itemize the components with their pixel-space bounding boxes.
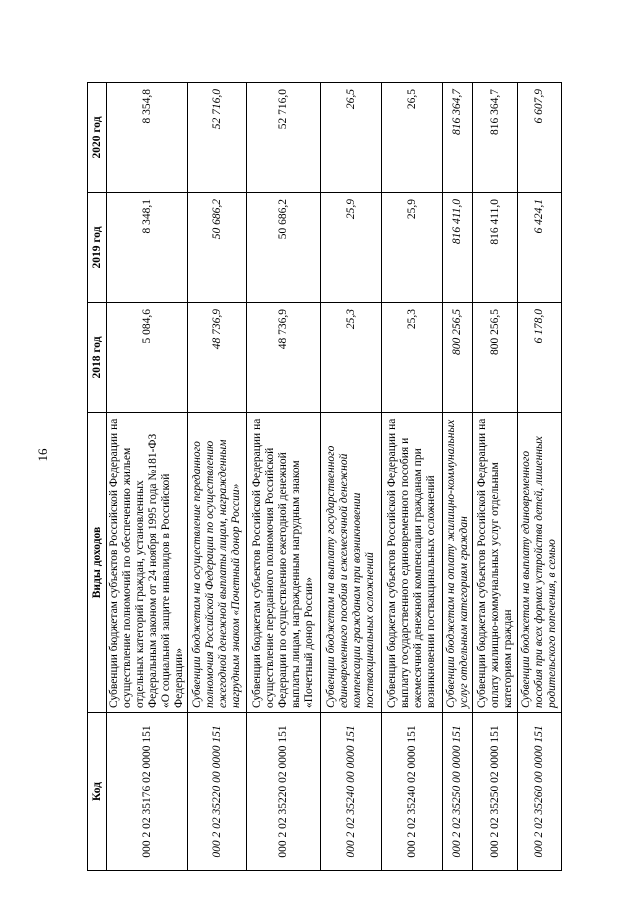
row-2018: 48 736,9 [188,303,247,413]
row-code: 000 2 02 35220 02 0000 151 [247,713,321,871]
header-2018: 2018 год [88,303,107,413]
row-name: Субвенции бюджетам субъектов Российской Федерации на осуществление переданного полномочия Российской Федерации по осуществлению ежегодной денежной выплаты лицам, награжденным нагрудным знаком «Почетный донор России» [247,413,321,713]
header-2020: 2020 год [88,83,107,193]
row-code: 000 2 02 35250 00 0000 151 [443,713,473,871]
row-2020: 26,5 [321,83,382,193]
header-code: Код [88,713,107,871]
header-name: Виды доходов [88,413,107,713]
row-2020: 26,5 [382,83,443,193]
row-name: Субвенции бюджетам на выплату единовременного пособия при всех формах устройства детей, лишенных родительского попечения, в семью [518,413,562,713]
table-row [382,83,443,871]
row-2020: 816 364,7 [443,83,473,193]
table-row [518,83,562,871]
row-2018: 25,3 [382,303,443,413]
row-name: Субвенции бюджетам на оплату жилищно-коммунальных услуг отдельным категориям граждан [443,413,473,713]
row-code: 000 2 02 35250 02 0000 151 [473,713,518,871]
row-2019: 25,9 [382,193,443,303]
table-row [443,83,473,871]
row-2020: 52 716,0 [247,83,321,193]
row-name: Субвенции бюджетам на осуществление переданного полномочия Российской Федерации по осуществлению ежегодной денежной выплаты лицам, награжденным нагрудным знаком «Почетный донор России» [188,413,247,713]
row-2018: 6 178,0 [518,303,562,413]
row-name: Субвенции бюджетам субъектов Российской Федерации на оплату жилищно-коммунальных услуг отдельным категориям граждан [473,413,518,713]
row-name: Субвенции бюджетам субъектов Российской Федерации на выплату государственного единовременного пособия и ежемесячной денежной компенсации гражданам при возникновении поствакцинальных осложнений [382,413,443,713]
row-2018: 800 256,5 [473,303,518,413]
row-2018: 25,3 [321,303,382,413]
row-code: 000 2 02 35260 00 0000 151 [518,713,562,871]
row-2020: 8 354,8 [107,83,188,193]
page-number: 16 [35,448,50,462]
row-2018: 5 084,6 [107,303,188,413]
table-row [321,83,382,871]
table-row [188,83,247,871]
row-code: 000 2 02 35220 00 0000 151 [188,713,247,871]
row-2019: 8 348,1 [107,193,188,303]
row-code: 000 2 02 35176 02 0000 151 [107,713,188,871]
row-code: 000 2 02 35240 02 0000 151 [382,713,443,871]
row-2018: 800 256,5 [443,303,473,413]
row-2020: 6 607,9 [518,83,562,193]
table-row [247,83,321,871]
row-2019: 816 411,0 [443,193,473,303]
table-row [473,83,518,871]
row-2019: 25,9 [321,193,382,303]
header-2019: 2019 год [88,193,107,303]
row-2020: 52 716,0 [188,83,247,193]
row-code: 000 2 02 35240 00 0000 151 [321,713,382,871]
row-2018: 48 736,9 [247,303,321,413]
revenue-table [87,82,562,871]
row-2019: 6 424,1 [518,193,562,303]
row-2019: 816 411,0 [473,193,518,303]
row-name: Субвенции бюджетам на выплату государственного единовременного пособия и ежемесячной денежной компенсации гражданам при возникновении поствакцинальных осложнений [321,413,382,713]
row-2019: 50 686,2 [188,193,247,303]
rotated-table-container [87,83,558,871]
table-row [107,83,188,871]
table-header-row [88,83,107,871]
row-2020: 816 364,7 [473,83,518,193]
row-name: Субвенции бюджетам субъектов Российской Федерации на осуществление полномочий по обеспечению жильем отдельных категорий граждан, установленных Федеральным законом от 24 ноября 1995 года №181-ФЗ «О социальной защите инвалидов в Российской Федерации» [107,413,188,713]
row-2019: 50 686,2 [247,193,321,303]
